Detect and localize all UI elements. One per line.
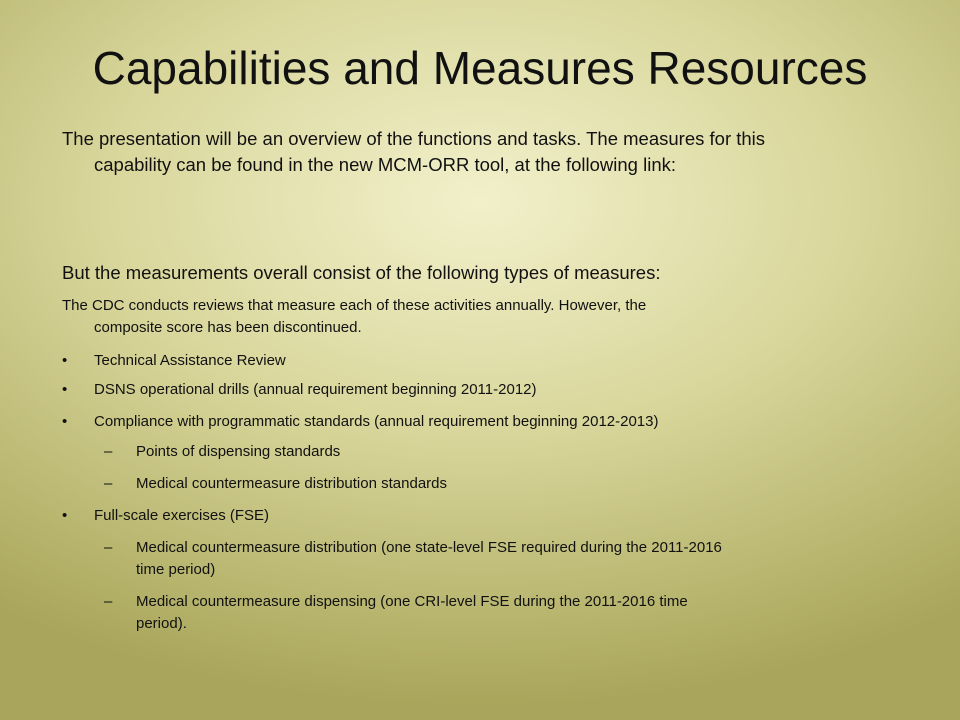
dash-icon: – bbox=[104, 475, 113, 492]
cdc-note-paragraph bbox=[62, 295, 912, 339]
bullet-icon: • bbox=[62, 413, 68, 430]
bullet-icon: • bbox=[62, 507, 68, 524]
measures-types-heading: But the measurements overall consist of the following types of measures: bbox=[62, 262, 661, 283]
bullet-text: Full-scale exercises (FSE) bbox=[94, 507, 270, 524]
intro-paragraph bbox=[62, 126, 912, 178]
dash-icon: – bbox=[104, 443, 113, 460]
slide-title: Capabilities and Measures Resources bbox=[92, 42, 868, 94]
sub-item-line-2: time period) bbox=[136, 561, 216, 578]
sub-item-line-2: period). bbox=[136, 615, 187, 632]
intro-line-1: The presentation will be an overview of the functions and tasks. The measures for this bbox=[62, 128, 766, 149]
sub-item-line-1: Medical countermeasure distribution (one state-level FSE required during the 2011-2016 bbox=[136, 539, 722, 556]
sub-item-text: Medical countermeasure distribution standards bbox=[136, 475, 447, 492]
dash-icon: – bbox=[104, 593, 113, 610]
bullet-icon: • bbox=[62, 352, 68, 369]
cdc-note-line-2: composite score has been discontinued. bbox=[94, 319, 362, 336]
bullet-text: Technical Assistance Review bbox=[94, 352, 286, 369]
dash-icon: – bbox=[104, 539, 113, 556]
sub-item-text bbox=[136, 537, 916, 581]
bullet-text: DSNS operational drills (annual requirement beginning 2011-2012) bbox=[94, 381, 537, 398]
sub-item-line-1: Medical countermeasure dispensing (one CRI-level FSE during the 2011-2016 time bbox=[136, 593, 688, 610]
sub-item-text bbox=[136, 591, 916, 635]
intro-line-2: capability can be found in the new MCM-ORR tool, at the following link: bbox=[94, 154, 677, 175]
cdc-note-line-1: The CDC conducts reviews that measure each of these activities annually. However, the bbox=[62, 297, 647, 314]
bullet-icon: • bbox=[62, 381, 68, 398]
sub-item-text: Points of dispensing standards bbox=[136, 443, 341, 460]
bullet-text: Compliance with programmatic standards (annual requirement beginning 2012-2013) bbox=[94, 413, 659, 430]
